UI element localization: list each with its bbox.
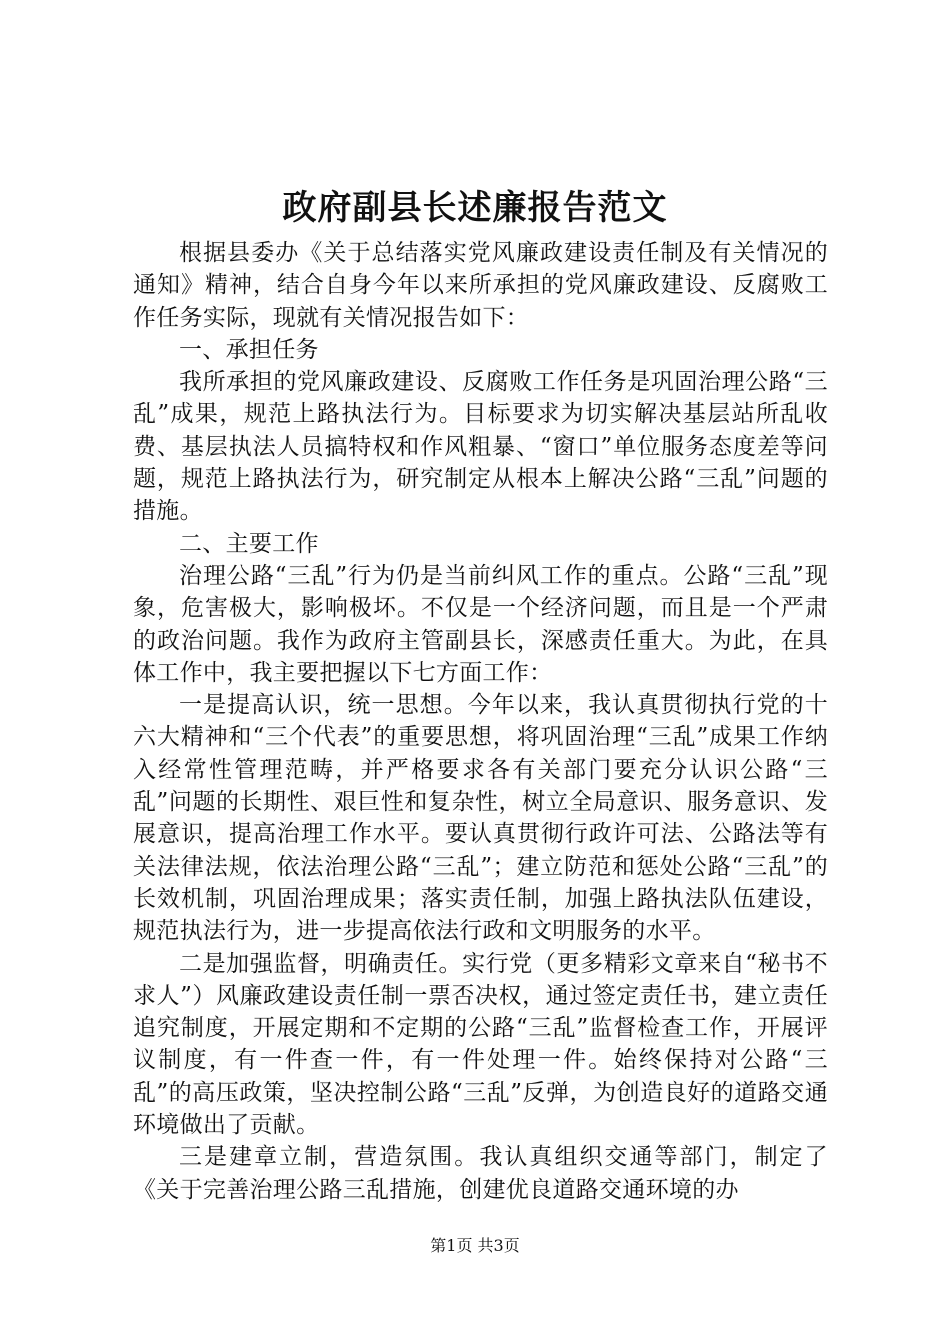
paragraph-work-item-1: 一是提高认识，统一思想。今年以来，我认真贯彻执行党的十六大精神和“三个代表”的重要思想，将巩固治理“三乱”成果工作纳入经常性管理范畴，并严格要求各有关部门要充分认识公路“三乱”问题的长期性、艰巨性和复杂性，树立全局意识、服务意识、发展意识，提高治理工作水平。要认真贯彻行政许可法、公路法等有关法律法规，依法治理公路“三乱”；建立防范和惩处公路“三乱”的长效机制，巩固治理成果；落实责任制，加强上路执法队伍建设，规范执法行为，进一步提高依法行政和文明服务的水平。	[133, 692, 828, 945]
page-footer: 第1页 共3页	[430, 1236, 520, 1255]
paragraph-tasks: 我所承担的党风廉政建设、反腐败工作任务是巩固治理公路“三乱”成果，规范上路执法行为。目标要求为切实解决基层站所乱收费、基层执法人员搞特权和作风粗暴、“窗口”单位服务态度差等问题，规范上路执法行为，研究制定从根本上解决公路“三乱”问题的措施。	[133, 369, 828, 525]
section-heading-work: 二、主要工作	[179, 530, 319, 557]
document-body	[133, 237, 828, 1206]
paragraph-work-overview: 治理公路“三乱”行为仍是当前纠风工作的重点。公路“三乱”现象，危害极大，影响极坏。不仅是一个经济问题，而且是一个严肃的政治问题。我作为政府主管副县长，深感责任重大。为此，在具体工作中，我主要把握以下七方面工作：	[133, 562, 828, 686]
document-title: 政府副县长述廉报告范文	[282, 188, 668, 228]
paragraph-work-item-3: 三是建章立制，营造氛围。我认真组织交通等部门，制定了《关于完善治理公路三乱措施，创建优良道路交通环境的办	[133, 1144, 828, 1203]
section-heading-tasks: 一、承担任务	[179, 336, 319, 363]
paragraph-intro: 根据县委办《关于总结落实党风廉政建设责任制及有关情况的通知》精神，结合自身今年以来所承担的党风廉政建设、反腐败工作任务实际，现就有关情况报告如下：	[133, 240, 828, 331]
paragraph-work-item-2: 二是加强监督，明确责任。实行党（更多精彩文章来自“秘书不求人”）风廉政建设责任制一票否决权，通过签定责任书，建立责任追究制度，开展定期和不定期的公路“三乱”监督检查工作，开展评议制度，有一件查一件，有一件处理一件。始终保持对公路“三乱”的高压政策，坚决控制公路“三乱”反弹，为创造良好的道路交通环境做出了贡献。	[133, 950, 828, 1139]
